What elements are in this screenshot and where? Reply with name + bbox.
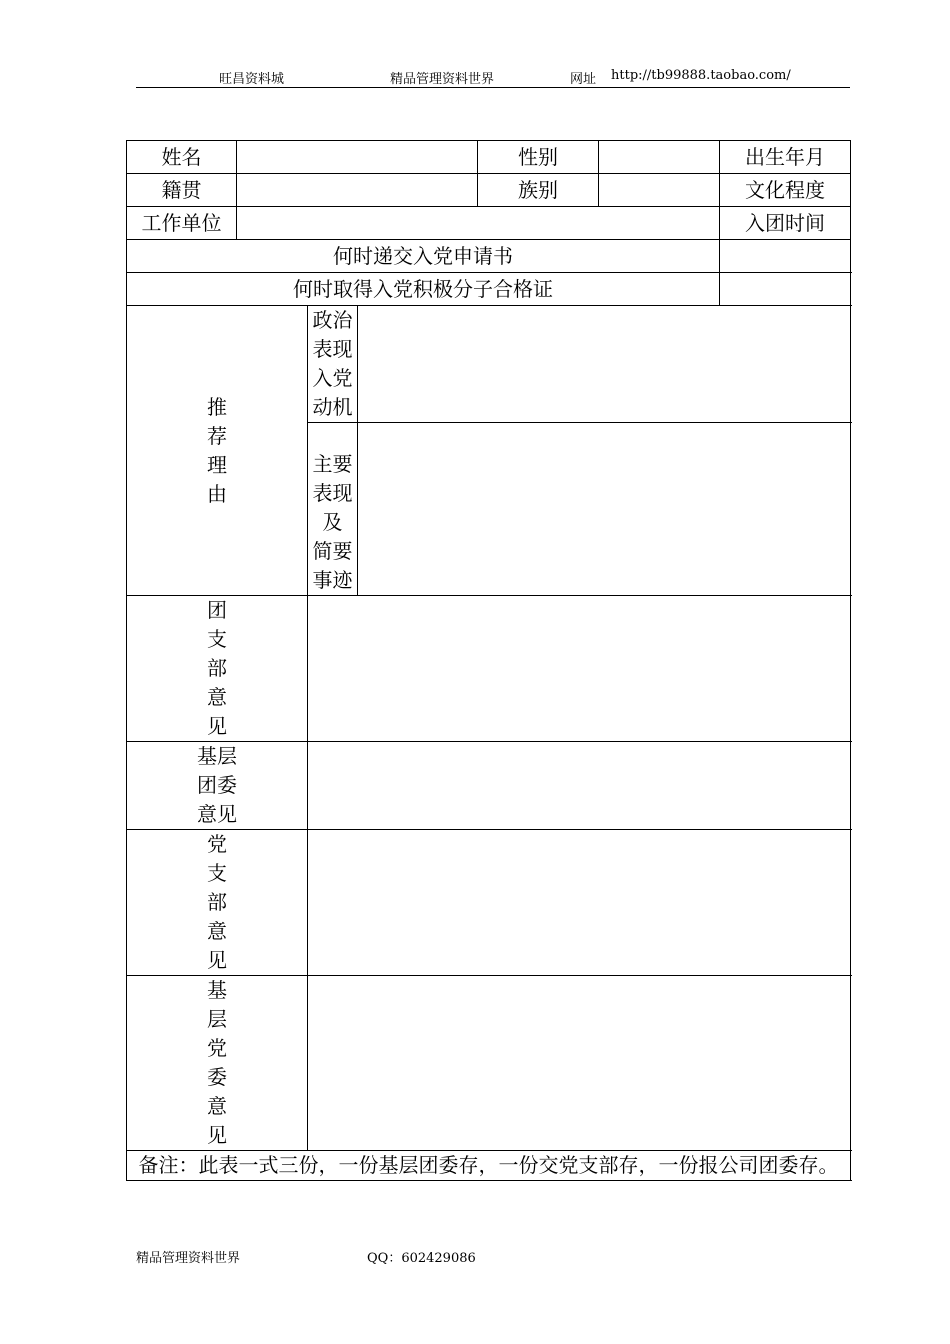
ethnic-label: 族别 (478, 174, 599, 207)
political-motive-label: 政治 表现 入党 动机 (308, 306, 358, 423)
league-branch-opinion-field[interactable] (308, 596, 851, 742)
gender-label: 性别 (478, 141, 599, 174)
application-date-label: 何时递交入党申请书 (127, 240, 720, 273)
grassroots-league-committee-label: 基层 团委 意见 (127, 742, 308, 830)
form-note: 备注：此表一式三份，一份基层团委存，一份交党支部存，一份报公司团委存。 (127, 1151, 851, 1181)
footer-qq: QQ：602429086 (367, 1251, 476, 1266)
main-deeds-label: 主要 表现 及 简要 事迹 (308, 423, 358, 596)
name-field[interactable] (237, 141, 478, 174)
league-date-label: 入团时间 (720, 207, 851, 240)
grassroots-party-committee-field[interactable] (308, 976, 851, 1151)
ethnic-field[interactable] (599, 174, 720, 207)
party-branch-opinion-label: 党支部意见 (127, 830, 308, 976)
header-shop: 旺昌资料城 (219, 72, 285, 87)
recommend-reason-label: 推荐理由 (127, 306, 308, 596)
work-unit-label: 工作单位 (127, 207, 237, 240)
header-brand: 精品管理资料世界 (390, 72, 495, 87)
political-motive-field[interactable] (358, 306, 851, 423)
education-label: 文化程度 (720, 174, 851, 207)
footer-brand: 精品管理资料世界 (136, 1251, 241, 1266)
name-label: 姓名 (127, 141, 237, 174)
native-label: 籍贯 (127, 174, 237, 207)
work-unit-field[interactable] (237, 207, 720, 240)
header-url-label: 网址 (570, 72, 597, 87)
application-form-table (126, 140, 851, 1181)
header-divider (136, 87, 850, 88)
league-branch-opinion-label: 团支部意见 (127, 596, 308, 742)
activist-cert-field[interactable] (720, 273, 851, 306)
grassroots-party-committee-label: 基层党委意见 (127, 976, 308, 1151)
header-url: http://tb99888.taobao.com/ (611, 68, 791, 83)
application-date-field[interactable] (720, 240, 851, 273)
native-field[interactable] (237, 174, 478, 207)
main-deeds-field[interactable] (358, 423, 851, 596)
activist-cert-label: 何时取得入党积极分子合格证 (127, 273, 720, 306)
grassroots-league-committee-field[interactable] (308, 742, 851, 830)
birth-label: 出生年月 (720, 141, 851, 174)
party-branch-opinion-field[interactable] (308, 830, 851, 976)
gender-field[interactable] (599, 141, 720, 174)
